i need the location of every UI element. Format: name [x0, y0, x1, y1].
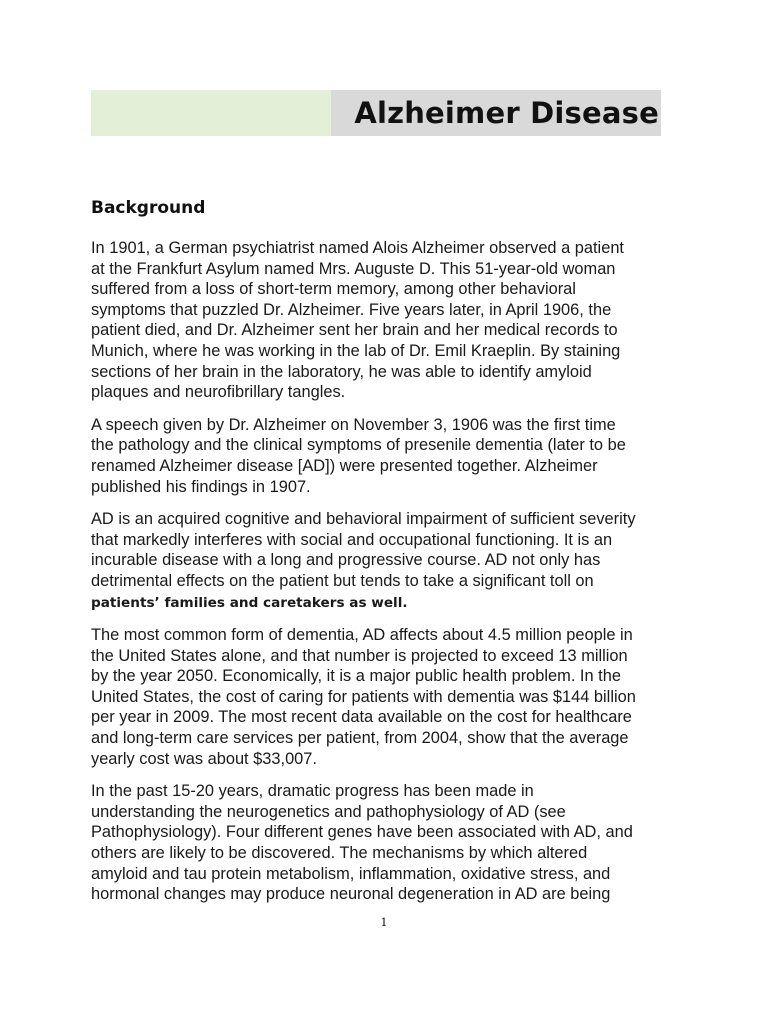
- section-heading: Background: [91, 198, 206, 218]
- text-line: amyloid and tau protein metabolism, inflammation, oxidative stress, and: [91, 864, 611, 883]
- text-line: A speech given by Dr. Alzheimer on November 3, 1906 was the first time: [91, 415, 616, 434]
- text-line: understanding the neurogenetics and pathophysiology of AD (see: [91, 802, 566, 821]
- text-line: at the Frankfurt Asylum named Mrs. Auguste D. This 51-year-old woman: [91, 259, 616, 278]
- text-line: symptoms that puzzled Dr. Alzheimer. Five years later, in April 1906, the: [91, 300, 612, 319]
- text-line: per year in 2009. The most recent data available on the cost for healthcare: [91, 708, 632, 727]
- title-banner-accent: [91, 90, 331, 136]
- paragraph-5: [91, 781, 691, 905]
- text-line: patient died, and Dr. Alzheimer sent her brain and her medical records to: [91, 321, 618, 340]
- text-line: renamed Alzheimer disease [AD]) were presented together. Alzheimer: [91, 456, 598, 475]
- text-line: hormonal changes may produce neuronal degeneration in AD are being: [91, 885, 611, 904]
- text-line: published his findings in 1907.: [91, 477, 311, 496]
- bold-text: patients’ families and caretakers as well: [91, 594, 403, 611]
- text-line: incurable disease with a long and progressive course. AD not only has: [91, 551, 601, 570]
- text-line-emphasis: [91, 592, 691, 614]
- bold-text-period: .: [402, 594, 408, 611]
- text-line: In the past 15-20 years, dramatic progress has been made in: [91, 782, 534, 801]
- body-text: [91, 238, 691, 917]
- text-line: the pathology and the clinical symptoms of presenile dementia (later to be: [91, 436, 626, 455]
- text-line: Munich, where he was working in the lab of Dr. Emil Kraeplin. By staining: [91, 341, 621, 360]
- text-line: and long-term care services per patient, from 2004, show that the average: [91, 729, 629, 748]
- paragraph-4: [91, 625, 691, 769]
- text-line: Pathophysiology). Four different genes have been associated with AD, and: [91, 823, 633, 842]
- title-banner-label-area: [331, 90, 661, 136]
- text-line: yearly cost was about $33,007.: [91, 749, 317, 768]
- text-line: suffered from a loss of short-term memory, among other behavioral: [91, 280, 576, 299]
- text-line: The most common form of dementia, AD affects about 4.5 million people in: [91, 626, 633, 645]
- text-line: plaques and neurofibrillary tangles.: [91, 383, 346, 402]
- document-title: Alzheimer Disease: [354, 96, 659, 130]
- text-line: detrimental effects on the patient but tends to take a significant toll on: [91, 571, 594, 590]
- text-line: United States, the cost of caring for patients with dementia was $144 billion: [91, 687, 636, 706]
- text-line: others are likely to be discovered. The mechanisms by which altered: [91, 844, 588, 863]
- paragraph-2: [91, 415, 691, 497]
- text-line: In 1901, a German psychiatrist named Alois Alzheimer observed a patient: [91, 239, 624, 257]
- paragraph-1: [91, 238, 691, 403]
- title-banner: [91, 90, 661, 136]
- text-line: AD is an acquired cognitive and behavioral impairment of sufficient severity: [91, 510, 636, 529]
- text-line: the United States alone, and that number is projected to exceed 13 million: [91, 646, 628, 665]
- page-number: 1: [380, 916, 388, 929]
- text-line: sections of her brain in the laboratory, he was able to identify amyloid: [91, 362, 592, 381]
- text-line: that markedly interferes with social and occupational functioning. It is an: [91, 530, 613, 549]
- text-line: by the year 2050. Economically, it is a major public health problem. In the: [91, 667, 621, 686]
- paragraph-3: [91, 509, 691, 613]
